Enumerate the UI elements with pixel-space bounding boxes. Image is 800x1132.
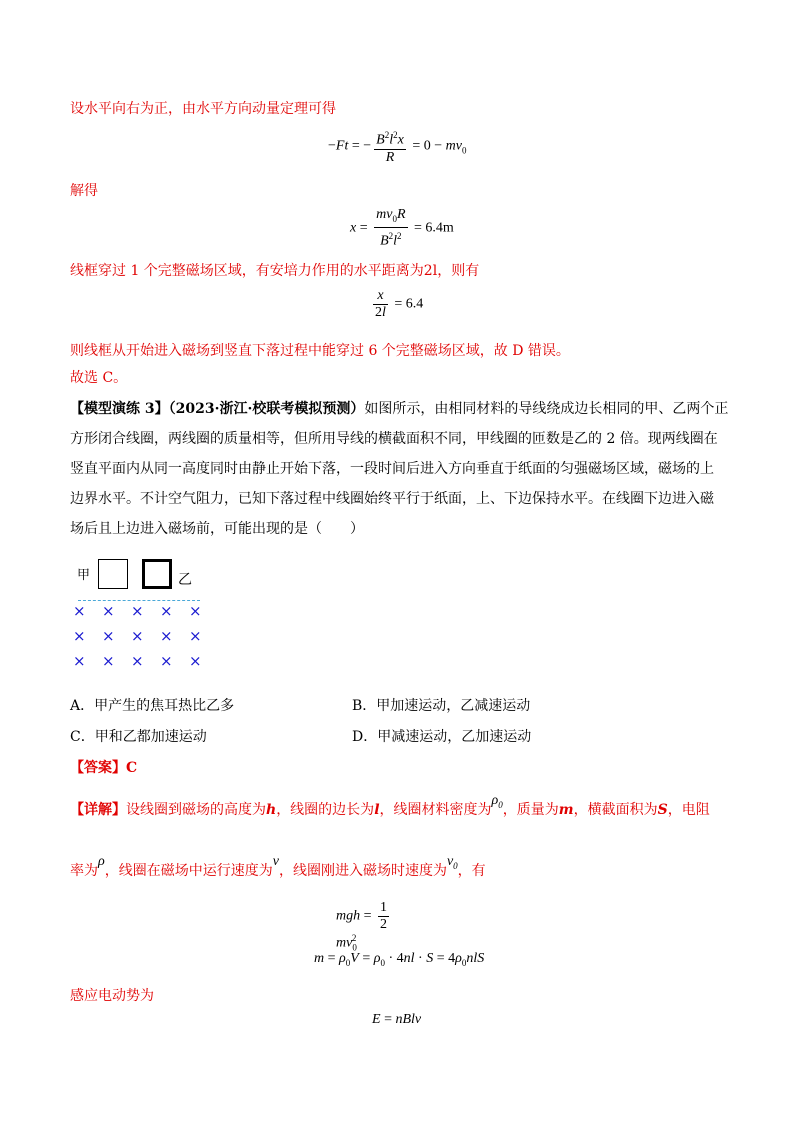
field-cross: × — [102, 652, 115, 670]
field-cross: × — [160, 602, 173, 620]
equation-energy: mgh = $\frac{1}{2}$ $mv_0^2$ — [336, 900, 388, 953]
emf-word: 感应电动势为 — [70, 988, 154, 1004]
problem-tag: 【模型演练 3】 — [70, 401, 169, 417]
field-cross: × — [102, 602, 115, 620]
equation-momentum: −Ft = − $\frac{B^2l^2x}{R}$ = $0 - mv_0$ — [328, 127, 466, 166]
detail-line-1: 【详解】设线圈到磁场的高度为h，线圈的边长为l，线圈材料密度为$\rho_0$，质量为m，横截面积为S，电阻 — [70, 793, 710, 818]
option-c: C．甲和乙都加速运动 — [70, 729, 207, 745]
problem-source: （2023·浙江·校联考模拟预测） — [168, 401, 365, 417]
conclusion-line: 则线框从开始进入磁场到竖直下落过程中能穿过 6 个完整磁场区域，故 D 错误。 — [70, 343, 570, 359]
answer-label: 【答案】C — [70, 760, 138, 776]
label-jia: 甲 — [77, 568, 91, 583]
field-cross: × — [102, 627, 115, 645]
field-cross: × — [160, 652, 173, 670]
equation-ratio: $\frac{x}{2l}$ = 6.4 — [375, 288, 424, 320]
field-cross: × — [189, 602, 202, 620]
equation-mass: $m = \rho_0V = \rho_0 \cdot 4nl \cdot S = 4\rho_0nlS$ — [314, 951, 485, 968]
equation-emf: E = nBlv — [372, 1012, 422, 1027]
frames-line: 线框穿过 1 个完整磁场区域，有安培力作用的水平距离为2l，则有 — [70, 263, 480, 279]
field-cross: × — [73, 652, 86, 670]
field-boundary-line — [78, 600, 200, 601]
equation-displacement: x = $\frac{mv_0R}{B^2l^2}$ = 6.4m — [350, 207, 454, 249]
label-yi: 乙 — [178, 572, 192, 588]
option-b: B．甲加速运动，乙减速运动 — [352, 698, 531, 714]
field-cross: × — [160, 627, 173, 645]
option-d: D．甲减速运动，乙加速运动 — [352, 729, 532, 745]
field-cross: × — [131, 627, 144, 645]
field-cross: × — [189, 652, 202, 670]
detail-line-2: 率为ρ，线圈在磁场中运行速度为v，线圈刚进入磁场时速度为$v_0$，有 — [70, 854, 486, 879]
solve-word: 解得 — [70, 183, 98, 199]
field-cross: × — [131, 652, 144, 670]
field-cross: × — [73, 602, 86, 620]
coil-jia — [98, 559, 128, 589]
choose-line: 故选 C。 — [70, 370, 128, 386]
field-cross: × — [73, 627, 86, 645]
momentum-theorem-line: 设水平向右为正，由水平方向动量定理可得 — [70, 101, 336, 117]
problem-stem: 【模型演练 3】（2023·浙江·校联考模拟预测）如图所示，由相同材料的导线绕成边长相同的甲、乙两个正 方形闭合线圈，两线圈的质量相等，但所用导线的横截面积不同，甲线圈的匝数是乙的 2 倍。现两线圈在 竖直平面内从同一高度同时由静止开始下落，一段时间后进入方向垂直于纸面的匀强磁场区域，磁场的上 边界水平。不计空气阻力，已知下落过程中线圈始终平行于纸面，上、下边保持水平。在线圈下边进入磁 场后且上边进入磁场前，可能出现的是（ ） — [70, 401, 729, 537]
field-cross: × — [189, 627, 202, 645]
option-a: A．甲产生的焦耳热比乙多 — [70, 698, 235, 714]
coil-yi — [142, 559, 172, 589]
field-cross: × — [131, 602, 144, 620]
